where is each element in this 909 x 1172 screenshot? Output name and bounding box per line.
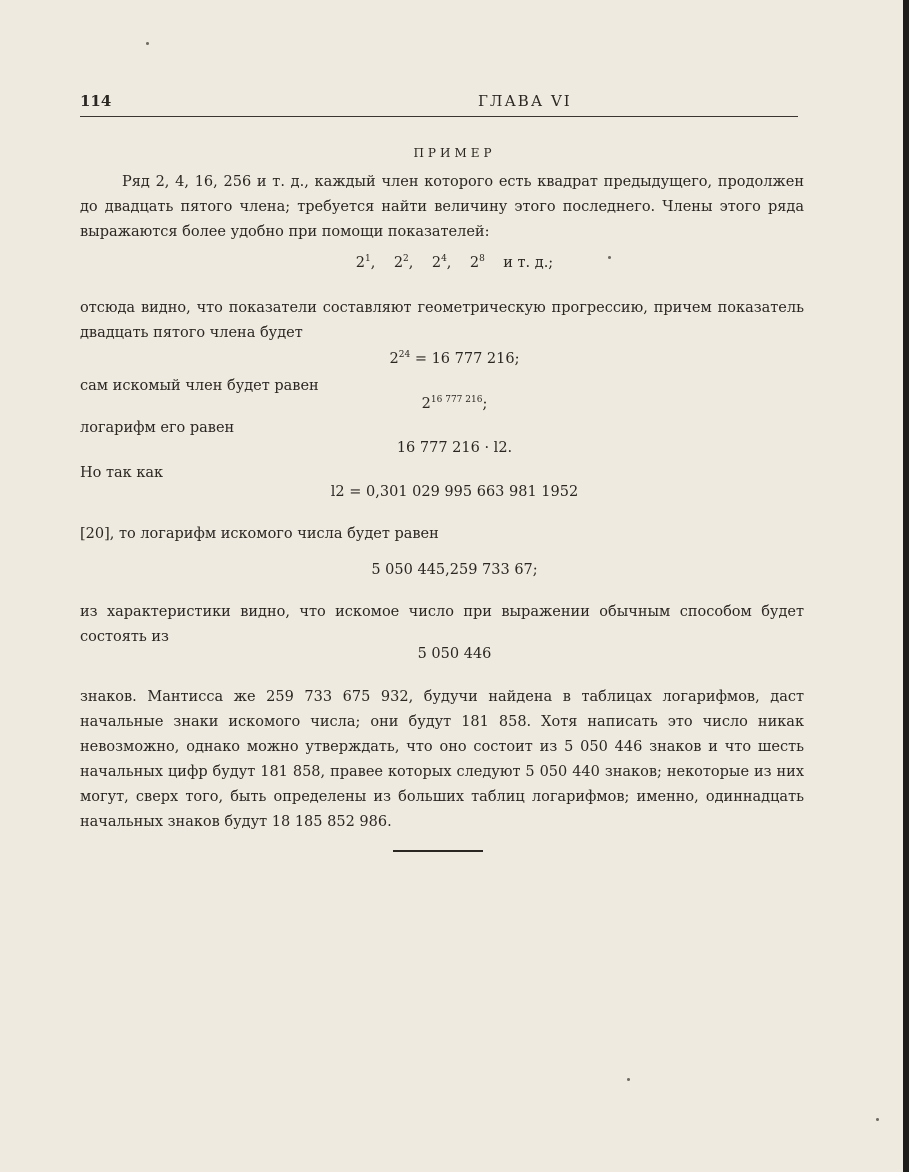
log-value-paragraph: [20], то логарифм искомого числа будет равен bbox=[80, 526, 439, 542]
running-header bbox=[80, 92, 800, 114]
page-edge bbox=[903, 0, 909, 1172]
power-term-3: $2^4$, bbox=[431, 254, 452, 271]
end-rule bbox=[393, 850, 483, 852]
progression-paragraph: отсюда видно, что показатели составляют геометрическую прогрессию, причем показатель двадцать пятого члена будет bbox=[80, 300, 804, 341]
paper-speck bbox=[608, 256, 611, 259]
formula-l2: l2 = 0,301 029 995 663 981 1952 bbox=[330, 484, 579, 500]
formula-exponent: $2^{24} = 16$ 777 216; bbox=[389, 350, 520, 367]
formula-log-value: 5 050 445,259 733 67; bbox=[371, 562, 538, 578]
page-number: 114 bbox=[80, 92, 112, 110]
section-heading: ПРИМЕР bbox=[413, 146, 496, 160]
intro-paragraph: Ряд 2, 4, 16, 256 и т. д., каждый член которого есть квадрат предыдущего, продолжен до двадцать пятого члена; требуется найти величину этого последнего. Члены этого ряда выражаются более удобно при помощи показателей: bbox=[80, 174, 804, 240]
paper-speck bbox=[146, 42, 149, 45]
paper-speck bbox=[627, 1078, 630, 1081]
chapter-title: ГЛАВА VI bbox=[478, 92, 572, 110]
power-term-2: $2^2$, bbox=[393, 254, 414, 271]
power-term-4: $2^8$ bbox=[469, 254, 485, 271]
header-rule bbox=[80, 116, 798, 117]
final-paragraph: знаков. Мантисса же 259 733 675 932, будучи найдена в таблицах логарифмов, даст начальные знаки искомого числа; они будут 181 858. Хотя написать это число никак невозможно, однако можно утверждать, что оно состоит из 5 050 446 знаков и что шесть начальных цифр будут 181 858, правее которых следуют 5 050 440 знаков; некоторые из них могут, сверх того, быть определены из больших таблиц логарифмов; именно, одиннадцать начальных знаков будут 18 185 852 986. bbox=[80, 689, 804, 830]
formula-member: $2^{16 777 216}$; bbox=[421, 395, 488, 412]
label-since: Но так как bbox=[80, 465, 164, 481]
paper-speck bbox=[876, 1118, 879, 1121]
power-term-1: $2^1$, bbox=[355, 254, 376, 271]
label-log: логарифм его равен bbox=[80, 420, 235, 436]
formula-powers bbox=[0, 254, 909, 271]
formula-digits: 5 050 446 bbox=[417, 646, 492, 662]
characteristic-paragraph: из характеристики видно, что искомое число при выражении обычным способом будет состоять из bbox=[80, 604, 804, 645]
power-tail: и т. д.; bbox=[503, 254, 554, 271]
label-member: сам искомый член будет равен bbox=[80, 378, 319, 394]
formula-log: 16 777 216 · l2. bbox=[396, 440, 513, 456]
